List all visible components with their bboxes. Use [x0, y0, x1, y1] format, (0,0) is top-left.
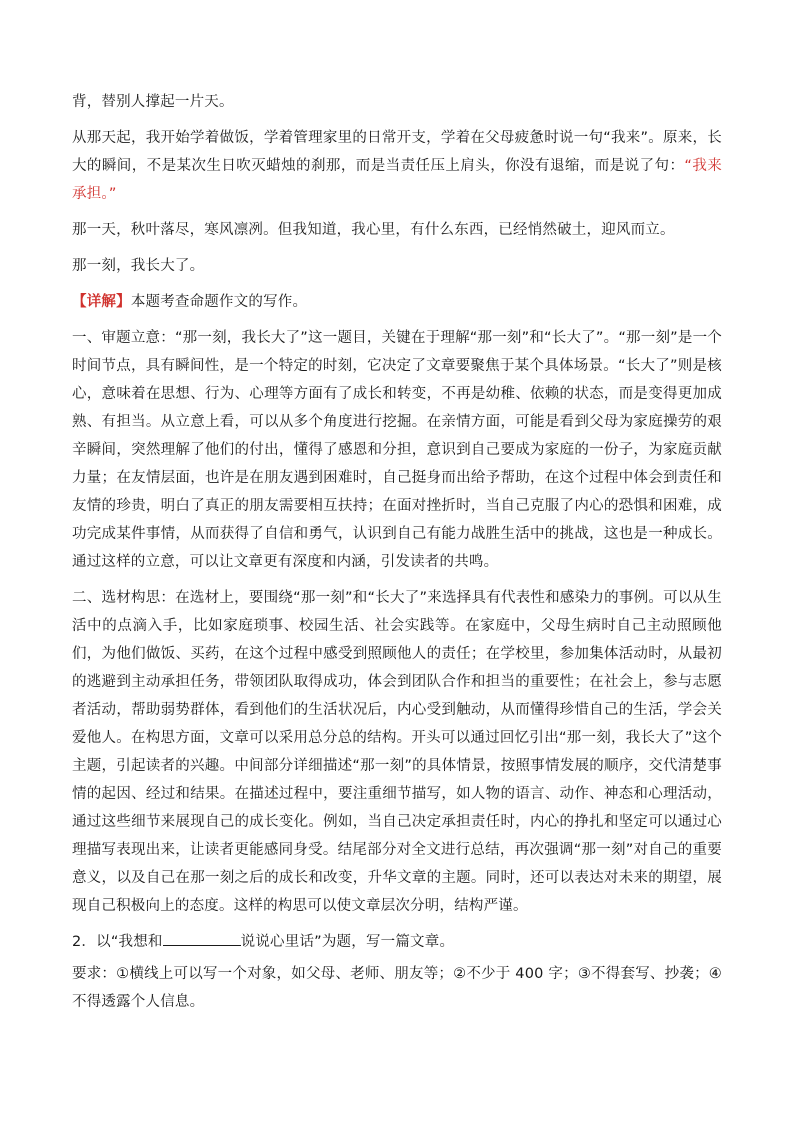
paragraph-text: 从那天起，我开始学着做饭，学着管理家里的日常开支，学着在父母疲惫时说一句“我来”。原来，长大的瞬间，不是某次生日吹灭蜡烛的刹那，而是当责任压上肩头，你没有退缩，而是说了句： — [72, 130, 722, 174]
paragraph-topic-analysis: 一、审题立意：“那一刻，我长大了”这一题目，关键在于理解“那一刻”和“长大了”。“那一刻”是一个时间节点，具有瞬间性，是一个特定的时刻，它决定了文章要聚焦于某个具体场景。“长大了”则是核心，意味着在思想、行为、心理等方面有了成长和转变，不再是幼稚、依赖的状态，而是变得更加成熟、有担当。从立意上看，可以从多个角度进行挖掘。在亲情方面，可能是看到父母为家庭操劳的艰辛瞬间，突然理解了他们的付出，懂得了感恩和分担，意识到自己要成为家庭的一份子，为家庭贡献力量；在友情层面，也许是在朋友遇到困难时，自己挺身而出给予帮助，在这个过程中体会到责任和友情的珍贵，明白了真正的朋友需要相互扶持；在面对挫折时，当自己克服了内心的恐惧和困难，成功完成某件事情，从而获得了自信和勇气，认识到自己有能力战胜生活中的挑战，这也是一种成长。通过这样的立意，可以让文章更有深度和内涵，引发读者的共鸣。 — [72, 330, 722, 570]
paragraph-essay-conclusion: 那一刻，我长大了。 — [72, 258, 205, 274]
explanation-intro: 本题考查命题作文的写作。 — [130, 294, 308, 310]
question-2-prompt — [72, 928, 722, 956]
explanation-label: 【详解】 — [72, 294, 131, 310]
paragraph-material-selection: 二、选材构思：在选材上，要围绕“那一刻”和“长大了”来选择具有代表性和感染力的事例。可以从生活中的点滴入手，比如家庭琐事、校园生活、社会实践等。在家庭中，父母生病时自己主动照顾他们，为他们做饭、买药，在这个过程中感受到照顾他人的责任；在学校里，参加集体活动时，从最初的逃避到主动承担任务，带领团队取得成功，体会到团队合作和担当的重要性；在社会上，参与志愿者活动，帮助弱势群体，看到他们的生活状况后，内心受到触动，从而懂得珍惜自己的生活，学会关爱他人。在构思方面，文章可以采用总分总的结构。开头可以通过回忆引出“那一刻，我长大了”这个主题，引起读者的兴趣。中间部分详细描述“那一刻”的具体情景，按照事情发展的顺序，交代清楚事情的起因、经过和结果。在描述过程中，要注重细节描写，如人物的语言、动作、神态和心理活动，通过这些细节来展现自己的成长变化。例如，当自己决定承担责任时，内心的挣扎和坚定可以通过心理描写表现出来，让读者更能感同身受。结尾部分对全文进行总结，再次强调“那一刻”对自己的重要意义，以及自己在那一刻之后的成长和改变，升华文章的主题。同时，还可以表达对未来的期望，展现自己积极向上的态度。这样的构思可以使文章层次分明，结构严谨。 — [72, 590, 722, 914]
question-prompt-before: 2．以“我想和 — [72, 934, 163, 950]
question-2-requirements: 要求：①横线上可以写一个对象，如父母、老师、朋友等；②不少于 400 字；③不得套写、抄袭；④不得透露个人信息。 — [72, 966, 722, 1010]
highlighted-quote: “我来承担。” — [72, 158, 722, 202]
paragraph-essay-ending: 背，替别人撑起一片天。 — [72, 94, 234, 110]
document-page — [72, 88, 722, 1024]
paragraph-explanation-header — [72, 288, 722, 316]
paragraph-essay-autumn: 那一天，秋叶落尽，寒风凛冽。但我知道，我心里，有什么东西，已经悄然破土，迎风而立。 — [72, 222, 675, 238]
paragraph-essay-responsibility — [72, 124, 722, 208]
fill-in-blank-line — [163, 931, 241, 946]
question-prompt-after: 说说心里话”为题，写一篇文章。 — [240, 934, 455, 950]
